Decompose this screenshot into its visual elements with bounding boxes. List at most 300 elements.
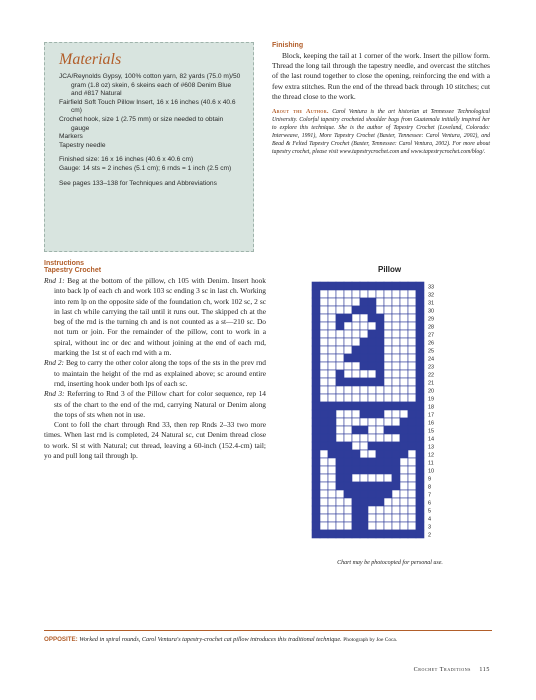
chart-cell [400, 498, 408, 506]
chart-row-label: 23 [428, 364, 435, 371]
chart-cell [384, 410, 392, 418]
chart-cell [384, 298, 392, 306]
chart-cell [352, 298, 360, 306]
chart-cell [328, 290, 336, 298]
chart-cell [376, 458, 384, 466]
chart-cell [328, 514, 336, 522]
chart-cell [360, 498, 368, 506]
chart-cell [384, 314, 392, 322]
chart-cell [416, 490, 424, 498]
chart-cell [328, 506, 336, 514]
chart-cell [368, 354, 376, 362]
chart-cell [392, 482, 400, 490]
chart-cell [336, 322, 344, 330]
chart-cell [328, 330, 336, 338]
chart-cell [416, 522, 424, 530]
chart-cell [416, 466, 424, 474]
chart-cell [344, 426, 352, 434]
chart-row-label: 20 [428, 388, 435, 395]
chart-cell [416, 394, 424, 402]
chart-cell [408, 298, 416, 306]
chart-cell [352, 410, 360, 418]
chart-cell [400, 514, 408, 522]
chart-cell [392, 418, 400, 426]
chart-cell [352, 354, 360, 362]
chart-cell [392, 458, 400, 466]
chart-cell [312, 418, 320, 426]
round-3 [44, 389, 266, 420]
chart-cell [400, 346, 408, 354]
chart-cell [336, 370, 344, 378]
chart-cell [368, 306, 376, 314]
chart-row-label: 7 [428, 492, 432, 499]
chart-cell [312, 482, 320, 490]
chart-cell [400, 466, 408, 474]
chart-cell [312, 314, 320, 322]
chart-cell [320, 434, 328, 442]
round-1 [44, 276, 266, 358]
chart-cell [392, 402, 400, 410]
chart-cell [376, 362, 384, 370]
chart-cell [408, 386, 416, 394]
chart-cell [320, 498, 328, 506]
chart-cell [336, 466, 344, 474]
chart-cell [416, 474, 424, 482]
chart-cell [344, 474, 352, 482]
chart-cell [376, 450, 384, 458]
chart-cell [416, 530, 424, 538]
round-3-text: Referring to Rnd 3 of the Pillow chart for color sequence, rep 14 sts of the chart to the end of the rnd, carrying Natural or Denim along the tops of sts when not in use. [54, 389, 266, 419]
chart-cell [416, 410, 424, 418]
chart-cell [328, 490, 336, 498]
chart-cell [384, 466, 392, 474]
chart-cell [312, 466, 320, 474]
chart-cell [392, 354, 400, 362]
chart-title: Pillow [378, 265, 402, 274]
chart-cell [352, 442, 360, 450]
chart-cell [392, 394, 400, 402]
chart-cell [400, 322, 408, 330]
chart-cell [360, 522, 368, 530]
chart-cell [336, 354, 344, 362]
chart-cell [360, 346, 368, 354]
chart-cell [416, 306, 424, 314]
chart-cell [416, 458, 424, 466]
chart-cell [408, 314, 416, 322]
chart-cell [376, 522, 384, 530]
materials-item: Crochet hook, size 1 (2.75 mm) or size needed to obtain gauge [59, 115, 224, 132]
chart-cell [384, 354, 392, 362]
chart-cell [360, 282, 368, 290]
chart-cell [408, 442, 416, 450]
chart-cell [320, 322, 328, 330]
chart-cell [336, 426, 344, 434]
chart-cell [312, 370, 320, 378]
chart-cell [360, 370, 368, 378]
chart-cell [344, 322, 352, 330]
chart-cell [320, 530, 328, 538]
about-author-text: Carol Ventura is the art historian at Tennessee Technological University. Colorful tapestry crocheted shoulder bags from Guatemala initially inspired her to explore this technique. She is the author of Tapestry Crochet (Loveland, Colorado: Interweave, 1991), More Tapestry Crochet (Baxter, Tennessee: Carol Ventura, 2002), and Bead & Felted Tapestry Crochet (Baxter, Tennessee: Carol Ventura, 2002). For more about tapestry crochet, please visit www.tapestrycrochet.com and www.tapestrycrochet.com/blog/. [272, 109, 491, 156]
chart-row-label: 12 [428, 452, 435, 459]
chart-cell [408, 434, 416, 442]
chart-cell [320, 354, 328, 362]
chart-cell [336, 450, 344, 458]
footer-section: Crochet Traditions [413, 667, 472, 673]
chart-row-label: 18 [428, 404, 435, 411]
chart-cell [400, 482, 408, 490]
chart-cell [400, 506, 408, 514]
chart-cell [400, 282, 408, 290]
chart-cell [320, 306, 328, 314]
chart-cell [336, 362, 344, 370]
chart-cell [344, 354, 352, 362]
chart-cell [312, 386, 320, 394]
chart-cell [344, 514, 352, 522]
chart-cell [416, 298, 424, 306]
chart-row-label: 24 [428, 356, 435, 363]
chart-cell [344, 482, 352, 490]
chart-cell [352, 386, 360, 394]
chart-cell [360, 298, 368, 306]
chart-cell [312, 450, 320, 458]
chart-cell [416, 322, 424, 330]
chart-cell [416, 434, 424, 442]
chart-cell [368, 346, 376, 354]
chart-cell [416, 282, 424, 290]
chart-cell [328, 322, 336, 330]
chart-cell [376, 474, 384, 482]
chart-cell [312, 330, 320, 338]
chart-cell [328, 282, 336, 290]
chart-cell [368, 362, 376, 370]
chart-cell [376, 306, 384, 314]
finishing-section [272, 42, 490, 162]
chart-cell [344, 410, 352, 418]
chart-cell [328, 530, 336, 538]
chart-cell [384, 442, 392, 450]
chart-cell [376, 402, 384, 410]
chart-cell [336, 530, 344, 538]
chart-cell [312, 410, 320, 418]
chart-cell [400, 474, 408, 482]
see-pages-note: See pages 133–138 for Techniques and Abbreviations [59, 179, 217, 187]
chart-cell [384, 394, 392, 402]
chart-cell [320, 370, 328, 378]
chart-cell [400, 402, 408, 410]
chart-cell [408, 322, 416, 330]
materials-item: Markers [59, 133, 83, 141]
chart-cell [320, 386, 328, 394]
chart-cell [336, 402, 344, 410]
chart-cell [376, 322, 384, 330]
chart-cell [344, 394, 352, 402]
chart-cell [416, 370, 424, 378]
chart-cell [312, 458, 320, 466]
chart-cell [376, 282, 384, 290]
chart-cell [376, 426, 384, 434]
chart-cell [392, 426, 400, 434]
chart-cell [376, 418, 384, 426]
chart-cell [408, 506, 416, 514]
chart-cell [376, 498, 384, 506]
chart-cell [312, 290, 320, 298]
chart-cell [360, 378, 368, 386]
chart-cell [392, 330, 400, 338]
chart-cell [336, 418, 344, 426]
chart-cell [336, 386, 344, 394]
chart-cell [416, 450, 424, 458]
chart-cell [384, 386, 392, 394]
chart-cell [344, 298, 352, 306]
chart-cell [320, 418, 328, 426]
chart-cell [320, 458, 328, 466]
chart-cell [328, 314, 336, 322]
chart-cell [384, 434, 392, 442]
chart-row-label: 2 [428, 532, 432, 539]
chart-cell [384, 378, 392, 386]
chart-cell [336, 394, 344, 402]
chart-row-label: 21 [428, 380, 435, 387]
chart-cell [376, 370, 384, 378]
chart-cell [400, 330, 408, 338]
chart-cell [312, 346, 320, 354]
chart-cell [408, 394, 416, 402]
chart-cell [320, 314, 328, 322]
chart-cell [360, 386, 368, 394]
chart-cell [336, 514, 344, 522]
chart-cell [384, 282, 392, 290]
chart-cell [328, 306, 336, 314]
chart-cell [360, 354, 368, 362]
materials-item: Fairfield Soft Touch Pillow Insert, 16 x 16 inches (40.6 x 40.6 cm) [59, 98, 236, 115]
chart-cell [408, 490, 416, 498]
chart-cell [368, 466, 376, 474]
chart-cell [384, 450, 392, 458]
chart-cell [312, 474, 320, 482]
chart-cell [360, 506, 368, 514]
chart-cell [384, 482, 392, 490]
chart-cell [416, 442, 424, 450]
chart-cell [352, 322, 360, 330]
chart-cell [328, 466, 336, 474]
chart-cell [408, 362, 416, 370]
chart-cell [352, 394, 360, 402]
chart-cell [344, 362, 352, 370]
chart-cell [320, 362, 328, 370]
chart-cell [328, 522, 336, 530]
chart-cell [360, 450, 368, 458]
chart-cell [368, 330, 376, 338]
chart-cell [416, 362, 424, 370]
chart-cell [400, 290, 408, 298]
chart-caption: Chart may be photocopied for personal use. [337, 560, 443, 566]
chart-cell [392, 522, 400, 530]
chart-cell [400, 370, 408, 378]
divider [44, 630, 492, 631]
chart-row-label: 5 [428, 508, 432, 515]
chart-cell [368, 394, 376, 402]
chart-cell [376, 346, 384, 354]
chart-cell [312, 442, 320, 450]
chart-cell [328, 498, 336, 506]
chart-cell [312, 298, 320, 306]
chart-cell [392, 498, 400, 506]
chart-cell [368, 410, 376, 418]
chart-cell [416, 346, 424, 354]
chart-cell [392, 338, 400, 346]
chart-row-label: 30 [428, 308, 435, 315]
chart-cell [328, 298, 336, 306]
chart-cell [352, 370, 360, 378]
chart-cell [416, 330, 424, 338]
chart-cell [352, 490, 360, 498]
chart-row-label: 25 [428, 348, 435, 355]
chart-cell [368, 506, 376, 514]
chart-cell [408, 498, 416, 506]
chart-cell [376, 290, 384, 298]
chart-cell [344, 346, 352, 354]
chart-cell [352, 314, 360, 322]
chart-cell [344, 402, 352, 410]
chart-cell [400, 338, 408, 346]
chart-cell [368, 298, 376, 306]
chart-cell [328, 450, 336, 458]
chart-cell [392, 322, 400, 330]
chart-cell [336, 498, 344, 506]
page-footer [414, 667, 490, 673]
chart-cell [344, 530, 352, 538]
chart-cell [344, 450, 352, 458]
chart-cell [368, 338, 376, 346]
chart-cell [392, 378, 400, 386]
chart-cell [416, 418, 424, 426]
chart-row-label: 6 [428, 500, 432, 507]
chart-cell [376, 314, 384, 322]
chart-cell [400, 426, 408, 434]
chart-cell [384, 458, 392, 466]
chart-cell [360, 322, 368, 330]
chart-cell [368, 322, 376, 330]
chart-cell [312, 402, 320, 410]
chart-cell [352, 474, 360, 482]
chart-cell [312, 354, 320, 362]
chart-cell [384, 346, 392, 354]
chart-cell [328, 386, 336, 394]
chart-cell [416, 378, 424, 386]
chart-cell [352, 506, 360, 514]
chart-cell [416, 314, 424, 322]
chart-cell [400, 378, 408, 386]
chart-cell [384, 522, 392, 530]
chart-cell [392, 314, 400, 322]
chart-cell [384, 498, 392, 506]
chart-cell [384, 338, 392, 346]
chart-cell [376, 410, 384, 418]
chart-cell [376, 386, 384, 394]
chart-cell [368, 458, 376, 466]
chart-cell [368, 522, 376, 530]
chart-cell [368, 442, 376, 450]
chart-cell [384, 322, 392, 330]
chart-cell [328, 370, 336, 378]
chart-cell [336, 490, 344, 498]
chart-cell [352, 482, 360, 490]
chart-row-label: 19 [428, 396, 435, 403]
chart-cell [328, 442, 336, 450]
chart-cell [336, 330, 344, 338]
chart-cell [320, 490, 328, 498]
chart-cell [328, 362, 336, 370]
chart-cell [368, 498, 376, 506]
chart-cell [368, 450, 376, 458]
chart-cell [416, 514, 424, 522]
finished-size: Finished size: 16 x 16 inches (40.6 x 40.6 cm) [59, 156, 194, 164]
chart-cell [392, 474, 400, 482]
chart-cell [320, 426, 328, 434]
chart-cell [312, 426, 320, 434]
chart-cell [376, 490, 384, 498]
chart-cell [416, 402, 424, 410]
materials-title: Materials [59, 51, 122, 68]
chart-row-label: 11 [428, 460, 434, 467]
chart-cell [368, 402, 376, 410]
chart-cell [416, 506, 424, 514]
materials-list [59, 73, 243, 188]
chart-cell [344, 498, 352, 506]
chart-cell [376, 514, 384, 522]
chart-cell [368, 386, 376, 394]
chart-cell [376, 434, 384, 442]
photo-caption-lead: OPPOSITE: [44, 636, 78, 643]
chart-cell [312, 498, 320, 506]
chart-cell [408, 410, 416, 418]
chart-cell [352, 522, 360, 530]
chart-cell [336, 338, 344, 346]
chart-cell [376, 354, 384, 362]
chart-row-label: 22 [428, 372, 435, 379]
chart-cell [408, 354, 416, 362]
chart-cell [416, 338, 424, 346]
chart-cell [336, 314, 344, 322]
round-2-text: Beg to carry the other color along the tops of the sts in the prev rnd to maintain the height of the rnd as explained above; sc around entire rnd, inserting hook under both lps of each sc. [54, 358, 266, 388]
chart-cell [328, 426, 336, 434]
chart-cell [312, 530, 320, 538]
chart-cell [328, 410, 336, 418]
chart-cell [312, 394, 320, 402]
chart-cell [344, 434, 352, 442]
chart-cell [328, 394, 336, 402]
chart-cell [376, 442, 384, 450]
chart-cell [392, 370, 400, 378]
chart-row-label: 17 [428, 412, 435, 419]
chart-cell [320, 482, 328, 490]
chart-cell [400, 522, 408, 530]
chart-cell [392, 506, 400, 514]
chart-cell [352, 530, 360, 538]
chart-cell [320, 450, 328, 458]
chart-cell [320, 290, 328, 298]
chart-cell [400, 410, 408, 418]
chart-cell [344, 458, 352, 466]
chart-cell [400, 434, 408, 442]
chart-cell [408, 306, 416, 314]
chart-row-label: 15 [428, 428, 435, 435]
photo-caption [44, 636, 504, 644]
chart-cell [408, 450, 416, 458]
chart-cell [344, 306, 352, 314]
chart-row-label: 16 [428, 420, 435, 427]
chart-cell [384, 418, 392, 426]
